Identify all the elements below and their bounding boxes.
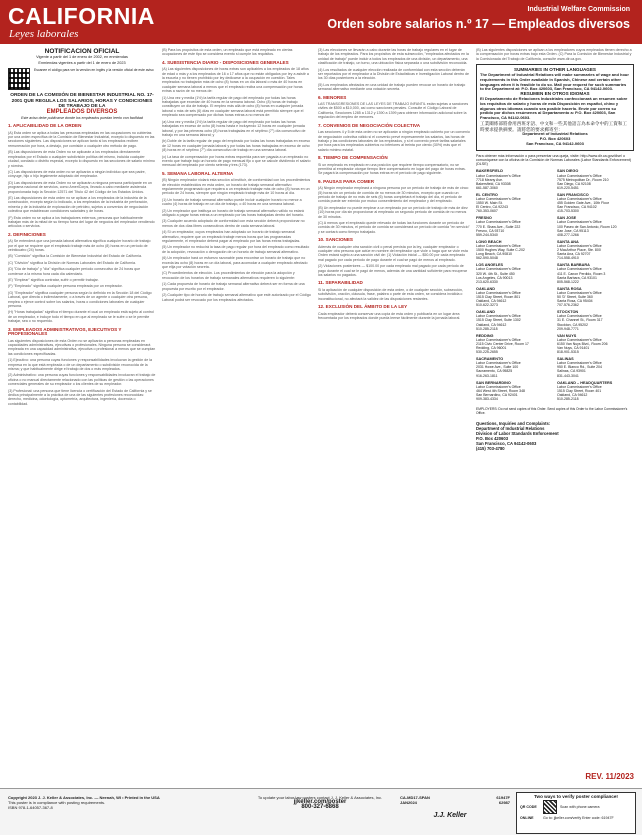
office-phone: 707-576-2362 xyxy=(557,303,579,308)
office-city: LOS ANGELES xyxy=(476,263,504,268)
body-text: Además de cualquier otra sanción civil o penal prevista por la ley, cualquier empleador o cualquier otra persona que actúe en nombre del empleador que viole o haga que se viole esta Orden estará sujeto a una sanción civil de: (1) Violación inicial — $50.00 por cada empleado mal pagado por cada período de pago durante el cual se pagó de menos al empleado. (2) Violaciones posteriores — $100.00 por cada empleado mal pagado por cada período de pago durante el cual se le pagó de menos, además de una cantidad suficiente para recuperar los salarios no pagados. xyxy=(318,244,468,278)
mailing-phone: (415) 703-4780 xyxy=(476,446,505,452)
summaries-english: The Department of Industrial Relations will make summaries of wage and hour requirements in this Order available in Spanish, Chinese and certain other languages when it is feasible to do so. Mail your request for such summaries to the Department at: P.O. Box 420603, San Francisco, CA 94142-0603. xyxy=(480,72,629,92)
office-phone: 213-620-6330 xyxy=(476,279,498,284)
office-addr: Labor Commissioner's Office xyxy=(557,243,602,248)
office-city: FRESNO xyxy=(476,216,492,221)
mailing-address xyxy=(476,421,634,451)
office-entry xyxy=(557,216,634,236)
office-addr: Labor Commissioner's Office xyxy=(557,173,602,178)
office-addr: Labor Commissioner's Office xyxy=(557,220,602,225)
mailing-division: Division of Labor Standards Enforcement xyxy=(476,431,559,437)
office-entry xyxy=(557,310,634,330)
office-street: 100 Paseo de San Antonio, Room 120 xyxy=(557,224,617,229)
office-entry xyxy=(557,193,634,213)
offices-intro: Para obtener más información o para presentar una queja, visite: http://www.dir.ca.gov/dlse/ o comuníquese con la oficina de la Comisión de Normas Laborales (Labor Standards Enforcement) (DLSE) xyxy=(476,153,632,167)
verify-box xyxy=(516,792,636,834)
office-entry xyxy=(476,240,553,260)
office-entry xyxy=(557,334,634,354)
notice-amendments: Enmiendas vigentes a partir del 1 de enero de 2023 xyxy=(38,60,126,65)
poster-url-link[interactable]: jjkeller.com/poster xyxy=(293,799,347,805)
office-city: SANTA ANA xyxy=(557,239,579,244)
section-heading: 4. SUBSISTENCIA DIARIO - DISPOSICIONES GENERALES xyxy=(162,59,289,65)
office-zip: Oakland, CA 94612 xyxy=(476,322,507,327)
office-zip: Santa Rosa, CA 95404 xyxy=(557,299,593,304)
office-street: 31 E. Channel St., Room 317 xyxy=(557,318,603,323)
office-city: BAKERSFIELD xyxy=(476,169,504,174)
office-phone: 562-590-5048 xyxy=(476,256,498,261)
office-city: SAN FRANCISCO xyxy=(557,192,589,197)
office-city: STOCKTON xyxy=(557,310,579,315)
body-text: (B) Ningún empleador violará esta sección al instituir, de conformidad con los procedimientos de elección establecidos en esta orden, un horario de trabajo semanal alternativo regularmente programado que requiera a un empleado trabajar más de ocho (8) horas en un período de 24 horas, siempre que ningún empleado trabaje más de 10 horas al día. (1) Un horario de trabajo semanal alternativo puede incluir cualquier horario no menor a cuatro (4) horas de trabajo en un día de trabajo, o 40 horas en una semana laboral. (2) Un empleador que instituya un horario de trabajo semanal alternativo válido no estará obligado a pagar horas extras a un empleado por las horas trabajadas dentro del horario. (3) Cualquier acuerdo adoptado de conformidad con esta sección deberá proporcionar no menos de dos días libres consecutivos dentro de cada semana laboral. (4) Si un empleador, cuyos empleados han adoptado un horario de trabajo semanal alternativo, requiere que un empleado trabaje menos horas que las programadas regularmente, el empleador deberá pagar al empleado por las horas extras trabajadas. (5) Un empleador no reducirá la tasa de pago regular por hora del empleado como resultado de la adopción, revocación o derogación de un horario de trabajo semanal alternativo. (6) Un empleador hará un esfuerzo razonable para encontrar un horario de trabajo que no exceda las ocho (8) horas en un día laboral, para acomodar a cualquier empleado afectado que elija por votación secreta. (C) Procedimientos de elección. Los procedimientos de elección para la adopción y revocación de los horarios de trabajo semanales alternativos requieren lo siguiente: (1) Cada propuesta de horario de trabajo semanal alternativo deberá ser en forma de una propuesta por escrito por el empleador. (2) Cualquier tipo de horario de trabajo semanal alternativo que esté autorizado por el Código Laboral podrá ser revocado por los empleados afectados. xyxy=(162,178,311,302)
summaries-title: SUMMARIES IN OTHER LANGUAGES xyxy=(514,67,596,73)
office-phone: 510-285-2118 xyxy=(557,397,579,402)
office-street: 770 E. Shaw Ave., Suite 222 xyxy=(476,224,521,229)
office-street: 1550 W. Main St. xyxy=(476,201,503,206)
column-3 xyxy=(318,48,470,786)
office-city: OAKLAND xyxy=(476,310,495,315)
office-addr: Labor Commissioner's Office xyxy=(557,314,602,319)
office-street: 1500 Hughes Way, Suite C-202 xyxy=(476,248,525,253)
footer-left xyxy=(8,795,198,810)
office-zip: Santa Ana, CA 92707 xyxy=(557,252,591,257)
office-city: SANTA BARBARA xyxy=(557,263,590,268)
compliance-text: This poster is in compliance with posting requirements. xyxy=(8,800,106,805)
order-posting-note: Este aviso debe publicarse donde los empleados puedan leerlo con facilidad xyxy=(21,115,143,120)
office-street: 50 'D' Street, Suite 360 xyxy=(557,294,593,299)
office-street: 950 E. Blanco Rd., Suite 204 xyxy=(557,365,602,370)
verify-online-text[interactable]: Go to: jjkeller.com/verify Enter code: 61947F xyxy=(543,816,614,820)
office-street: 320 W. 4th St., Suite 450 xyxy=(476,271,515,276)
office-phone: 510-285-2118 xyxy=(476,326,498,331)
section-heading: 7. CONVENIOS DE NEGOCIACIÓN COLECTIVA xyxy=(318,122,421,128)
office-entry xyxy=(476,334,553,354)
mailing-city: San Francisco, CA 94142-0603 xyxy=(476,441,537,447)
office-entry xyxy=(476,169,553,189)
body-text: Cada empleador deberá conservar una copia de esta orden y publicarla en un lugar área frecuentada por los empleados donde pueda leerse fácilmente durante la jornada laboral. xyxy=(318,311,461,320)
office-zip: El Centro, CA 92243 xyxy=(476,205,508,210)
office-addr: Labor Commissioner's Office xyxy=(476,173,521,178)
column-1 xyxy=(8,48,156,786)
office-phone: 559-244-5340 xyxy=(476,232,498,237)
office-city: EL CENTRO xyxy=(476,192,498,197)
office-entry xyxy=(476,287,553,307)
body-text: (B) Las siguientes disposiciones se aplican a los empleadores cuyos empleados tienen derecho a la compensación por horas extras bajo esta Orden. (C) Para la Comisión de Bienestar Industrial y la Comisionada del Trabajo de California, consulte www.dir.ca.gov. xyxy=(476,48,632,61)
body-text: (A) Ningún empleador empleará a ninguna persona por un período de trabajo de más de cinco (5) horas sin un período de comida de no menos de 30 minutos, excepto que cuando un período de trabajo de no más de seis (6) horas completará el trabajo del día, el período de comida puede ser eximido por mutuo consentimiento del empleador y del empleado. (B) Un empleador no puede emplear a un empleado por un período de trabajo de más de diez (10) horas por día sin proporcionar al empleado un segundo período de comida de no menos de 30 minutos. (C) A menos que el empleado quede relevado de todas las funciones durante un período de comida de 30 minutos, el período de comida se considerará un período de comida "en servicio" y se contará como tiempo trabajado. xyxy=(318,186,470,234)
office-city: SAN BERNARDINO xyxy=(476,380,511,385)
office-addr: Labor Commissioner's Office xyxy=(476,361,521,366)
body-text: Las secciones 4 y 5 de esta orden no se aplicarán a ningún empleado cubierto por un convenio de negociación colectiva válido si el convenio prevé expresamente los salarios, las horas de trabajo y las condiciones laborales de los empleados, y si el convenio prevé tarifas salariales por hora para los empleados cubiertos no inferiores al treinta por ciento (30%) más que el salario mínimo estatal. xyxy=(318,130,470,152)
poster-header xyxy=(0,0,642,44)
office-street: 2031 Howe Ave., Suite 100 xyxy=(476,365,519,370)
office-addr: Labor Commissioner's Office xyxy=(557,197,602,202)
commission-label: Industrial Welfare Commission xyxy=(527,6,630,13)
body-text: Si la aplicación de cualquier disposición de esta orden, o de cualquier sección, subsección, subdivisión, oración, cláusula, frase, palabra o parte de esta orden, se considera inválida o inconstitucional, no afectará la validez de las disposiciones restantes. xyxy=(318,287,464,301)
verify-qr-label: QR CODE xyxy=(520,804,537,809)
section-heading: 8. TIEMPO DE COMPENSACIÓN xyxy=(318,155,388,161)
summaries-dept: Department of Industrial Relations xyxy=(522,131,588,137)
summaries-spanish-title: RESUMEN EN OTROS IDIOMAS xyxy=(520,91,590,97)
body-text: (3) Las elecciones se llevarán a cabo durante las horas de trabajo regulares en el lugar de trabajo de los empleados. Para los propósitos de esta subsección, "empleados afectados en la unidad de trabajo" puede incluir a todos los empleados de una división, un departamento, una clasificación de trabajo, un turno, una ubicación física separada o una subdivisión reconocida. (4) Los resultados de cualquier elección realizada de conformidad con esta sección deberán ser reportados por el empleador a la División de Estadísticas e Investigación Laboral dentro de los 30 días posteriores a la elección. (5) Los empleados afectados en una unidad de trabajo pueden revocar un horario de trabajo semanal alternativo mediante una votación secreta. xyxy=(318,48,470,92)
summaries-city: San Francisco, CA 94142-0603 xyxy=(526,140,584,146)
jj-keller-logo: J.J. Keller xyxy=(433,812,467,819)
qr-code-icon[interactable] xyxy=(8,68,30,90)
section-heading: 2. DEFINICIONES xyxy=(8,231,46,237)
section-heading: 5. SEMANA LABORAL ALTERNA xyxy=(162,170,234,176)
office-entry xyxy=(476,357,553,377)
office-entry xyxy=(476,381,553,401)
office-phone: 415-703-5300 xyxy=(557,209,579,214)
office-street: 1515 Clay Street, Room 401 xyxy=(557,388,602,393)
poster-code-num: 61947F xyxy=(496,795,510,800)
body-text: (A) Se entenderá que una jornada laboral alternativa significa cualquier horario de trabajo por el que se requiere que el empleado trabaje más de ocho (8) horas en un período de veinticuatro (24) horas. (B) "Comisión" significa la Comisión de Bienestar Industrial del Estado de California. (C) "División" significa la División de Normas Laborales del Estado de California. (D) "Día de trabajo" y "día" significa cualquier período consecutivo de 24 horas que comience a la misma hora cada día calendario. (E) "Emplear" significa contratar, sufrir o permitir trabajar. (F) "Empleado" significa cualquier persona empleada por un empleador. (G) "Empleador" significa cualquier persona según lo definido en la Sección 18 del Código Laboral, que directa o indirectamente, o a través de un agente o cualquier otra persona, emplea o ejerce control sobre los salarios, horas o condiciones laborales de cualquier persona. (H) "Horas trabajadas" significa el tiempo durante el cual un empleado está sujeto al control de un empleador, e incluye todo el tiempo en que al empleado se le sufre o se le permite trabajar, sea o no requerido. xyxy=(8,239,154,324)
office-entry xyxy=(476,310,553,330)
office-entry xyxy=(557,263,634,283)
notice-title: NOTIFICACIÓN OFICIAL xyxy=(44,48,120,55)
summaries-box-num: P.O. Box 420603 xyxy=(539,135,571,141)
offices-list xyxy=(476,169,634,404)
office-zip: Los Angeles, CA 90013 xyxy=(476,275,513,280)
office-zip: Stockton, CA 95202 xyxy=(557,322,588,327)
verify-title: Two ways to verify poster compliance! xyxy=(534,794,618,799)
scan-row xyxy=(8,68,156,90)
office-city: SALINAS xyxy=(557,357,574,362)
scan-text: Escanee el código para ver la versión en inglés y la versión oficial de este aviso xyxy=(34,68,154,73)
office-phone: 510-622-3273 xyxy=(476,303,498,308)
office-entry xyxy=(476,263,553,283)
section-heading: 3. EMPLEADOS ADMINISTRATIVOS, EJECUTIVOS Y PROFESIONALES xyxy=(8,326,122,337)
office-city: SANTA ROSA xyxy=(557,286,582,291)
office-phone: 661-587-3060 xyxy=(476,185,498,190)
office-entry xyxy=(557,381,634,401)
office-zip: Santa Barbara, CA 93101 xyxy=(557,275,597,280)
poster-codes xyxy=(400,795,510,805)
body-text: (A) Esta orden se aplica a todas las personas empleadas en las ocupaciones no cubiertas por una orden específica de la Comisión de Bienestar Industrial, excepto lo dispuesto en las secciones siguientes. Las disposiciones se aplican tanto si los empleados reciben remuneración por hora, a destajo, por comisión o cualquier otro método de pago. (B) Las disposiciones de esta Orden no se aplicarán a los empleados directamente empleados por el Estado o cualquier subdivisión política del mismo, incluida cualquier ciudad, condado o distrito especial, excepto lo dispuesto en las secciones de salario mínimo y nómina. (C) Las disposiciones de esta orden no se aplicarán a ningún individuo que sea padre, cónyuge, hijo o hijo legalmente adoptado del empleador. (D) Las disposiciones de esta Orden no se aplicarán a ninguna persona participante en un programa nacional de servicios, como AmeriCorps, llevado a cabo mediante asistencia proporcionada bajo la Sección 12571 del Título 42 del Código de los Estados Unidos. (E) Las disposiciones de esta orden no se aplican a los empleados de la industria de la construcción, excepto según lo indicado, a los empleados de la industria de perforación, minería y de la industria de exploración de petróleo, sujetos a convenios de negociación colectiva que establezcan condiciones salariales y de horas. (F) Esta orden no se aplica a los trabajadores externos, personas que habitualmente trabajan más de la mitad de su tiempo fuera del lugar de negocios del empleador vendiendo artículos o servicios. xyxy=(8,130,155,229)
mailing-label: Questions, Inquiries and Complaints: xyxy=(476,421,551,427)
office-phone: 818-901-5315 xyxy=(557,350,579,355)
office-phone: 805-568-1222 xyxy=(557,279,579,284)
summaries-spanish: El Departamento de Relaciones Industriales confeccionará un resumen sobre los requisitos de salario y horas de esta Disposición en español, chino y algunos otros idiomas cuando sea posible hacerlo. Envíe por correo su pedido por dichos resúmenes al Departamento a: P.O. Box 420603, San Francisco, CA 94142-0603. xyxy=(480,96,628,121)
office-zip: Salinas, CA 93901 xyxy=(557,369,586,374)
state-title: CALIFORNIA xyxy=(8,3,155,29)
office-addr: Labor Commissioner's Office xyxy=(557,290,602,295)
official-notice xyxy=(8,50,156,65)
footer-middle xyxy=(250,795,390,810)
office-zip: Sacramento, CA 95825 xyxy=(476,369,513,374)
poster-code: CA-MD17-SPAN xyxy=(400,795,430,800)
office-phone: 831-443-3041 xyxy=(557,373,579,378)
office-phone: 209-948-7771 xyxy=(557,326,579,331)
office-zip: San Jose, CA 95113 xyxy=(557,228,589,233)
office-city: OAKLAND xyxy=(476,286,495,291)
office-zip: Oakland, CA 94612 xyxy=(476,299,507,304)
office-addr: Labor Commissioner's Office xyxy=(557,361,602,366)
office-addr: Labor Commissioner's Office xyxy=(476,267,521,272)
office-phone: 408-277-1266 xyxy=(557,232,579,237)
poster-footer xyxy=(0,788,642,835)
order-title: Orden sobre salarios n.º 17 — Empleados diversos xyxy=(327,17,630,31)
verify-online-row xyxy=(517,815,635,821)
office-street: 1515 Clay Street, Suite 1302 xyxy=(476,318,521,323)
copyright-text: Copyright 2023 J. J. Keller & Associates, Inc. — Neenah, WI • Printed in the USA xyxy=(8,795,160,800)
office-phone: 909-383-4334 xyxy=(476,397,498,402)
office-city: VAN NUYS xyxy=(557,333,577,338)
office-zip: Bakersfield, CA 93308 xyxy=(476,181,511,186)
body-text: LAS TRANSGRESIONES DE LAS LEYES DE TRABAJO INFANTIL están sujetas a sanciones civiles de $500 a $10,000, así como sanciones penales. Consulte el Código Laboral de California, Secciones 1285 a 1312 y 1390 a 1399 para obtener información adicional sobre la regulación del empleo de menores. xyxy=(318,102,469,120)
office-phone: 760-353-0607 xyxy=(476,209,498,214)
office-entry xyxy=(557,169,634,189)
section-heading: 9. PAUSAS PARA COMER xyxy=(318,178,375,184)
mailing-dept: Department of Industrial Relations xyxy=(476,426,545,432)
office-zip: Redding, CA 96001 xyxy=(476,346,507,351)
verify-qr-icon[interactable] xyxy=(543,800,557,814)
office-phone: 619-220-5451 xyxy=(557,185,579,190)
office-street: 2115 Civic Center Drive, Room 17 xyxy=(476,341,529,346)
office-zip: San Diego, CA 92108 xyxy=(557,181,591,186)
update-cta: To update your labor law posters contact J. J. Keller & Associates, Inc. xyxy=(257,795,383,800)
office-zip: Van Nuys, CA 91401 xyxy=(557,346,590,351)
office-addr: Labor Commissioner's Office xyxy=(476,220,521,225)
office-zip: San Bernardino, CA 92401 xyxy=(476,392,518,397)
office-zip: Oakland, CA 94612 xyxy=(557,392,588,397)
office-entry xyxy=(476,193,553,213)
summaries-chinese: 工業關係部將會用西班牙語、中文和一些其他語言為本命令中的工資和工時要求提供摘要。請將您的要求郵寄至： xyxy=(480,120,628,132)
office-entry xyxy=(476,216,553,236)
body-text: Las siguientes disposiciones de esta Orden no se aplicarán a personas empleadas en capacidades administrativas, ejecutivas o profesionales. Ninguna persona se considerará empleada en una capacidad administrativa, ejecutiva o profesional a menos que se cumplan las condiciones especificadas. (1) Ejecutivo: una persona cuyas funciones y responsabilidades involucran la gestión de la empresa en la que está empleada o de un departamento o subdivisión reconocida de la misma; y que habitualmente dirige el trabajo de dos o más empleados. (2) Administrativo: una persona cuyas funciones y responsabilidades involucran el trabajo de oficina o no manual directamente relacionado con las políticas de gestión o las operaciones comerciales generales de su empleador o los clientes de su empleador. (3) Profesional: una persona que tiene licencia o certificación del Estado de California y se dedica principalmente a la práctica de una de las siguientes profesiones reconocidas: derecho, medicina, odontología, optometría, arquitectura, ingeniería, docencia o contabilidad. xyxy=(8,338,156,406)
office-addr: Labor Commissioner's Office xyxy=(557,337,602,342)
notice-effective: Vigente a partir del 1 de enero de 2002, en enmiendas xyxy=(36,55,128,60)
office-city: SACRAMENTO xyxy=(476,357,504,362)
office-addr: Labor Commissioner's Office xyxy=(557,384,602,389)
office-street: 7575 Metropolitan Dr., Room 210 xyxy=(557,177,609,182)
verify-qr-row xyxy=(517,799,635,815)
office-zip: Fresno, CA 93710 xyxy=(476,228,505,233)
office-phone: 714-558-4910 xyxy=(557,256,579,261)
isbn-text: ISBN 978-1-64057-367-8 xyxy=(8,805,53,810)
office-entry xyxy=(557,240,634,260)
office-city: REDDING xyxy=(476,333,494,338)
revision-date: REV. 11/2023 xyxy=(585,772,634,781)
body-text: (A) Las siguientes disposiciones de horas extras son aplicables a los empleados de 18 años de edad o más y a los empleados de 16 o 17 años que no están obligados por ley a asistir a la escuela y no tienen prohibido por ley dedicarse a la ocupación en cuestión. Tales empleados no trabajarán más de ocho (8) horas en un día laboral o más de 40 horas en cualquier semana laboral a menos que el empleado reciba una compensación por horas extras a razón de no menos de: (1) Una vez y media (1½) la tarifa regular de pago del empleado por todas las horas trabajadas que excedan de 40 horas en la semana laboral. Ocho (8) horas de trabajo constituyen un día de trabajo. El empleo más allá de ocho (8) horas en cualquier jornada laboral o más de seis (6) días en cualquier semana laboral está permitido siempre que el empleado sea compensado por dichas horas extras a no menos de: (a) Una vez y media (1½) la tarifa regular de pago del empleado por todas las horas trabajadas en exceso de ocho (8) horas hasta e incluyendo 12 horas en cualquier jornada laboral, y por las primeras ocho (8) horas trabajadas en el séptimo (7°) día consecutivo de trabajo en una semana laboral; y (b) Doble de la tarifa regular de pago del empleado por todas las horas trabajadas en exceso de 12 horas en cualquier jornada laboral y por todas las horas trabajadas en exceso de ocho (8) horas en el séptimo (7°) día consecutivo de trabajo en una semana laboral. (c) La tasa de compensación por horas extras requerida para ser pagada a un empleado no exento que trabaje bajo un horario de pago mensual fijo o que se calcule dividiendo el salario mensual del empleado por ciento setenta y tres (173). xyxy=(162,67,311,168)
office-city: SAN JOSE xyxy=(557,216,577,221)
poster-phone: 800-327-6868 xyxy=(301,804,339,810)
office-street: 2 MacArthur Place, Ste. 800 xyxy=(557,248,601,253)
office-entry xyxy=(557,287,634,307)
office-zip: Long Beach, CA 90810 xyxy=(476,252,513,257)
poster-date-code: JAN2024 xyxy=(400,800,417,805)
section-heading: 1. APLICABILIDAD DE LA ORDEN xyxy=(8,123,82,129)
order-heading: ORDEN DE LA COMISIÓN DE BIENESTAR INDUSTRIAL NO. 17-2001 QUE REGULA LOS SALARIOS, HORAS Y CONDICIONES DE TRABAJO DE LA xyxy=(10,93,154,110)
section-heading: 10. SANCIONES xyxy=(318,237,353,243)
office-entry xyxy=(557,357,634,377)
office-addr: Labor Commissioner's Office xyxy=(476,243,521,248)
office-city: OAKLAND – HEADQUARTERS xyxy=(557,380,613,385)
office-street: 411 E. Canon Perdido, Room 3 xyxy=(557,271,606,276)
office-addr: Labor Commissioner's Office xyxy=(476,314,521,319)
summaries-box xyxy=(476,64,634,150)
office-street: 7718 Meany Ave. xyxy=(476,177,503,182)
office-city: LONG BEACH xyxy=(476,239,502,244)
office-street: 464 West 4th Street, Room 348 xyxy=(476,388,525,393)
office-addr: Labor Commissioner's Office xyxy=(557,267,602,272)
office-street: 455 Golden Gate Ave., 10th Floor xyxy=(557,201,610,206)
mailing-box: P.O. Box 420603 xyxy=(476,436,509,442)
office-city: SAN DIEGO xyxy=(557,169,579,174)
verify-online-label: ONLINE xyxy=(520,816,534,820)
office-street: 1515 Clay Street, Room 801 xyxy=(476,294,521,299)
section-heading: 12. EXCLUSIÓN DEL ÁMBITO DE LA LEY xyxy=(318,304,408,310)
office-phone: 530-225-2655 xyxy=(476,350,498,355)
column-2 xyxy=(162,48,312,786)
office-street: 6150 Van Nuys Blvd., Room 206 xyxy=(557,341,608,346)
office-addr: Labor Commissioner's Office xyxy=(476,290,521,295)
office-addr: Labor Commissioner's Office xyxy=(476,384,521,389)
body-text: (B) Para los propósitos de esta orden, un empleado que está empleado en ciertas ocupaciones de este tipo se considera exento si cumple los requisitos. xyxy=(162,48,293,57)
office-addr: Labor Commissioner's Office xyxy=(476,197,521,202)
body-text: Si un empleado es empleado en una posición que requiere tiempo compensatorio, no se permitirá al empleador otorgar tiempo libre compensatorio en lugar del pago de horas extras. Se pagará la compensación por horas extras en el período de pago siguiente. xyxy=(318,162,466,176)
column-4 xyxy=(476,48,634,786)
office-phone: 916-263-1811 xyxy=(476,373,498,378)
section-heading: 11. SEPARABILIDAD xyxy=(318,280,363,286)
office-addr: Labor Commissioner's Office xyxy=(476,337,521,342)
poster-date-num: 62987 xyxy=(498,800,510,805)
office-zip: San Francisco, CA 94102 xyxy=(557,205,597,210)
employers-note: EMPLOYERS: Do not send copies of this Order. Send copies of this Order to the Labor Commissioner's Office. xyxy=(476,407,628,416)
state-subtitle: Leyes laborales xyxy=(9,28,79,40)
verify-qr-text: Scan with phone camera xyxy=(560,804,600,809)
order-subheading: EMPLEADOS DIVERSOS xyxy=(46,109,118,116)
section-heading: 6. MENORES xyxy=(318,94,347,100)
